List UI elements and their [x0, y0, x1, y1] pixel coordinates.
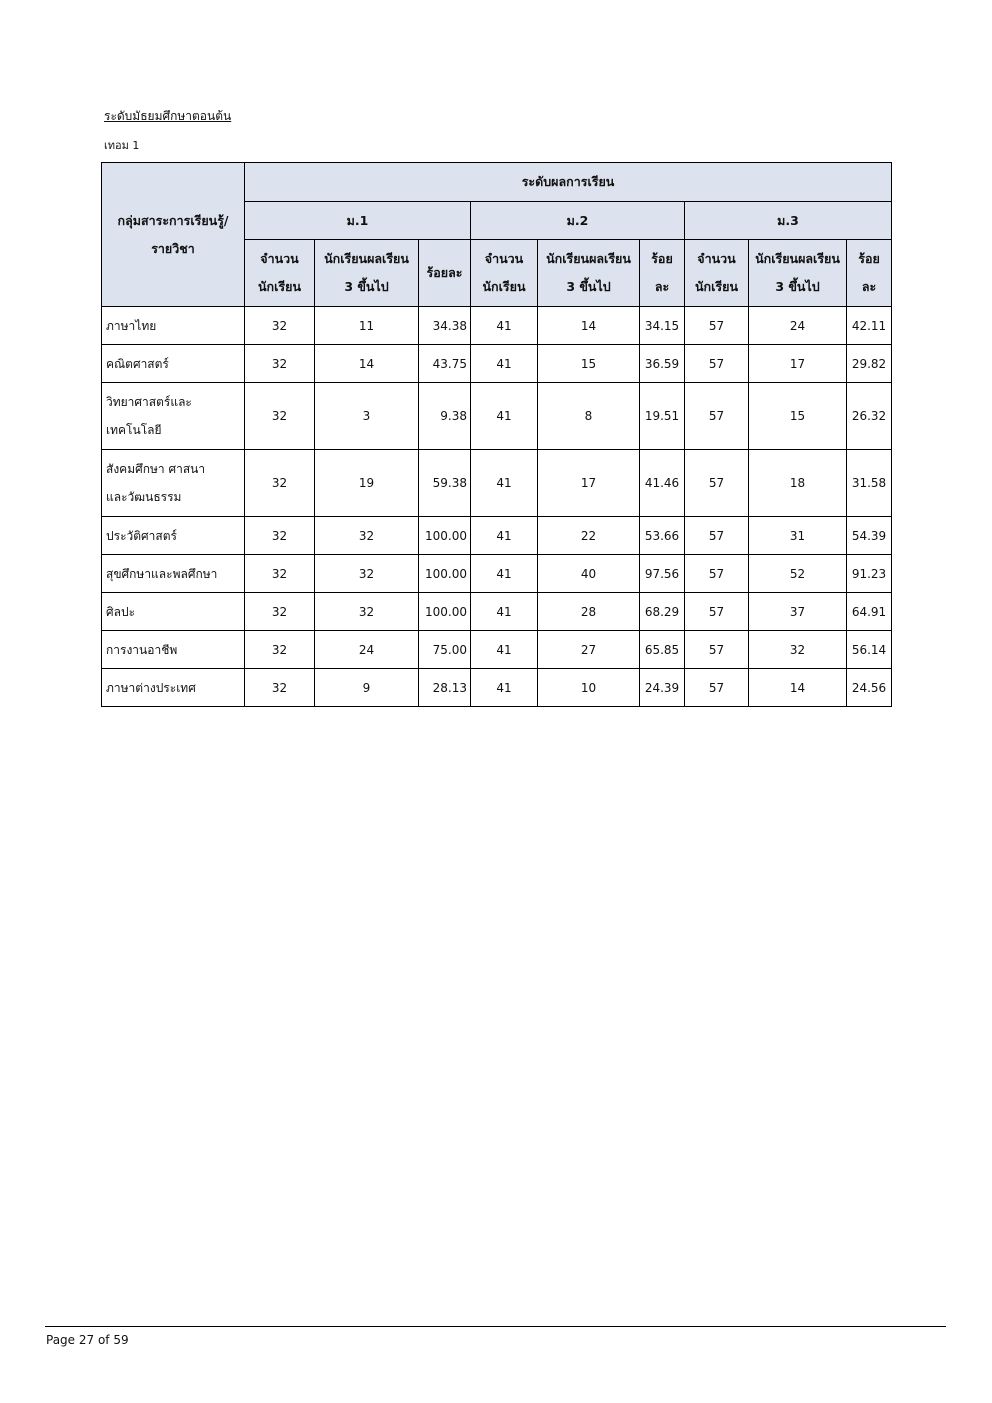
table-row — [102, 345, 892, 383]
m1-percent-cell: 100.00 — [419, 555, 471, 593]
m1-percent-cell: 9.38 — [419, 383, 471, 450]
m3-percent-cell: 64.91 — [847, 593, 892, 631]
subject-cell: ภาษาต่างประเทศ — [102, 669, 245, 707]
table-row — [102, 593, 892, 631]
m1-percent-cell: 34.38 — [419, 307, 471, 345]
m3-students-cell: 57 — [685, 555, 749, 593]
m3-percent-cell: 26.32 — [847, 383, 892, 450]
level-header-m3: ม.3 — [685, 202, 892, 240]
m2-percent-cell: 41.46 — [640, 450, 685, 517]
m3-percent-cell: 91.23 — [847, 555, 892, 593]
m2-percent-cell: 65.85 — [640, 631, 685, 669]
page-number: Page 27 of 59 — [46, 1333, 129, 1347]
m1-percent-cell: 59.38 — [419, 450, 471, 517]
m2-percent-cell: 68.29 — [640, 593, 685, 631]
m3-passed-cell: 18 — [749, 450, 847, 517]
m2-percent-header: ร้อย ละ — [640, 240, 685, 307]
m1-passed-cell: 24 — [315, 631, 419, 669]
m3-percent-cell: 42.11 — [847, 307, 892, 345]
m1-students-cell: 32 — [245, 450, 315, 517]
m2-passed-cell: 17 — [538, 450, 640, 517]
table-row — [102, 669, 892, 707]
m1-passed-cell: 14 — [315, 345, 419, 383]
m3-passed-cell: 14 — [749, 669, 847, 707]
m1-percent-cell: 100.00 — [419, 517, 471, 555]
m3-percent-cell: 56.14 — [847, 631, 892, 669]
m1-percent-cell: 28.13 — [419, 669, 471, 707]
m2-students-cell: 41 — [471, 517, 538, 555]
m1-students-header: จำนวน นักเรียน — [245, 240, 315, 307]
m2-passed-cell: 8 — [538, 383, 640, 450]
table-row — [102, 450, 892, 517]
m1-passed-cell: 9 — [315, 669, 419, 707]
m3-percent-cell: 24.56 — [847, 669, 892, 707]
m2-percent-cell: 24.39 — [640, 669, 685, 707]
m2-percent-cell: 34.15 — [640, 307, 685, 345]
m2-passed-cell: 14 — [538, 307, 640, 345]
m2-percent-cell: 36.59 — [640, 345, 685, 383]
m1-passed-cell: 19 — [315, 450, 419, 517]
m1-percent-cell: 43.75 — [419, 345, 471, 383]
m1-students-cell: 32 — [245, 555, 315, 593]
m2-students-cell: 41 — [471, 345, 538, 383]
m1-percent-cell: 75.00 — [419, 631, 471, 669]
m3-students-cell: 57 — [685, 345, 749, 383]
m2-passed-cell: 27 — [538, 631, 640, 669]
table-row — [102, 307, 892, 345]
m2-passed-cell: 15 — [538, 345, 640, 383]
m2-students-cell: 41 — [471, 669, 538, 707]
m3-passed-cell: 31 — [749, 517, 847, 555]
m2-students-cell: 41 — [471, 593, 538, 631]
m2-students-cell: 41 — [471, 450, 538, 517]
header-row-top — [102, 163, 892, 202]
m3-students-cell: 57 — [685, 593, 749, 631]
subject-column-header: กลุ่มสาระการเรียนรู้/ รายวิชา — [102, 163, 245, 307]
m2-passed-cell: 10 — [538, 669, 640, 707]
m3-percent-header: ร้อย ละ — [847, 240, 892, 307]
m1-percent-header: ร้อยละ — [419, 240, 471, 307]
subject-cell: สุขศึกษาและพลศึกษา — [102, 555, 245, 593]
m3-students-cell: 57 — [685, 631, 749, 669]
m1-passed-cell: 32 — [315, 555, 419, 593]
table-row — [102, 517, 892, 555]
m1-students-cell: 32 — [245, 345, 315, 383]
table-row — [102, 383, 892, 450]
m1-students-cell: 32 — [245, 307, 315, 345]
m3-students-cell: 57 — [685, 450, 749, 517]
m2-students-cell: 41 — [471, 383, 538, 450]
subject-cell: ประวัติศาสตร์ — [102, 517, 245, 555]
m1-students-cell: 32 — [245, 517, 315, 555]
m1-percent-cell: 100.00 — [419, 593, 471, 631]
subject-cell: สังคมศึกษา ศาสนา และวัฒนธรรม — [102, 450, 245, 517]
m3-passed-cell: 15 — [749, 383, 847, 450]
section-heading: ระดับมัธยมศึกษาตอนต้น — [104, 109, 232, 123]
m3-passed-cell: 17 — [749, 345, 847, 383]
m3-students-cell: 57 — [685, 517, 749, 555]
m1-students-cell: 32 — [245, 631, 315, 669]
m2-passed-header: นักเรียนผลเรียน 3 ขึ้นไป — [538, 240, 640, 307]
m1-passed-cell: 32 — [315, 517, 419, 555]
subject-cell: การงานอาชีพ — [102, 631, 245, 669]
term-label: เทอม 1 — [104, 139, 140, 152]
m2-passed-cell: 28 — [538, 593, 640, 631]
subject-cell: คณิตศาสตร์ — [102, 345, 245, 383]
m3-percent-cell: 54.39 — [847, 517, 892, 555]
grade-level-header: ระดับผลการเรียน — [245, 163, 892, 202]
footer-divider — [45, 1326, 946, 1327]
m2-students-header: จำนวน นักเรียน — [471, 240, 538, 307]
level-header-m1: ม.1 — [245, 202, 471, 240]
table-row — [102, 555, 892, 593]
m3-students-cell: 57 — [685, 383, 749, 450]
m2-percent-cell: 19.51 — [640, 383, 685, 450]
m2-students-cell: 41 — [471, 631, 538, 669]
m1-passed-cell: 11 — [315, 307, 419, 345]
m1-passed-cell: 32 — [315, 593, 419, 631]
m3-students-header: จำนวน นักเรียน — [685, 240, 749, 307]
m3-students-cell: 57 — [685, 669, 749, 707]
m2-percent-cell: 53.66 — [640, 517, 685, 555]
m1-students-cell: 32 — [245, 593, 315, 631]
m1-passed-cell: 3 — [315, 383, 419, 450]
m3-percent-cell: 31.58 — [847, 450, 892, 517]
m3-percent-cell: 29.82 — [847, 345, 892, 383]
m2-students-cell: 41 — [471, 307, 538, 345]
subject-cell: วิทยาศาสตร์และ เทคโนโลยี — [102, 383, 245, 450]
table-body — [102, 307, 892, 707]
m3-passed-cell: 32 — [749, 631, 847, 669]
m3-passed-cell: 24 — [749, 307, 847, 345]
m3-passed-cell: 37 — [749, 593, 847, 631]
m1-students-cell: 32 — [245, 669, 315, 707]
table-row — [102, 631, 892, 669]
m1-passed-header: นักเรียนผลเรียน 3 ขึ้นไป — [315, 240, 419, 307]
m3-students-cell: 57 — [685, 307, 749, 345]
m2-percent-cell: 97.56 — [640, 555, 685, 593]
m3-passed-header: นักเรียนผลเรียน 3 ขึ้นไป — [749, 240, 847, 307]
m2-students-cell: 41 — [471, 555, 538, 593]
m2-passed-cell: 40 — [538, 555, 640, 593]
grade-results-table — [101, 162, 892, 707]
m1-students-cell: 32 — [245, 383, 315, 450]
subject-cell: ภาษาไทย — [102, 307, 245, 345]
m3-passed-cell: 52 — [749, 555, 847, 593]
level-header-m2: ม.2 — [471, 202, 685, 240]
subject-cell: ศิลปะ — [102, 593, 245, 631]
m2-passed-cell: 22 — [538, 517, 640, 555]
